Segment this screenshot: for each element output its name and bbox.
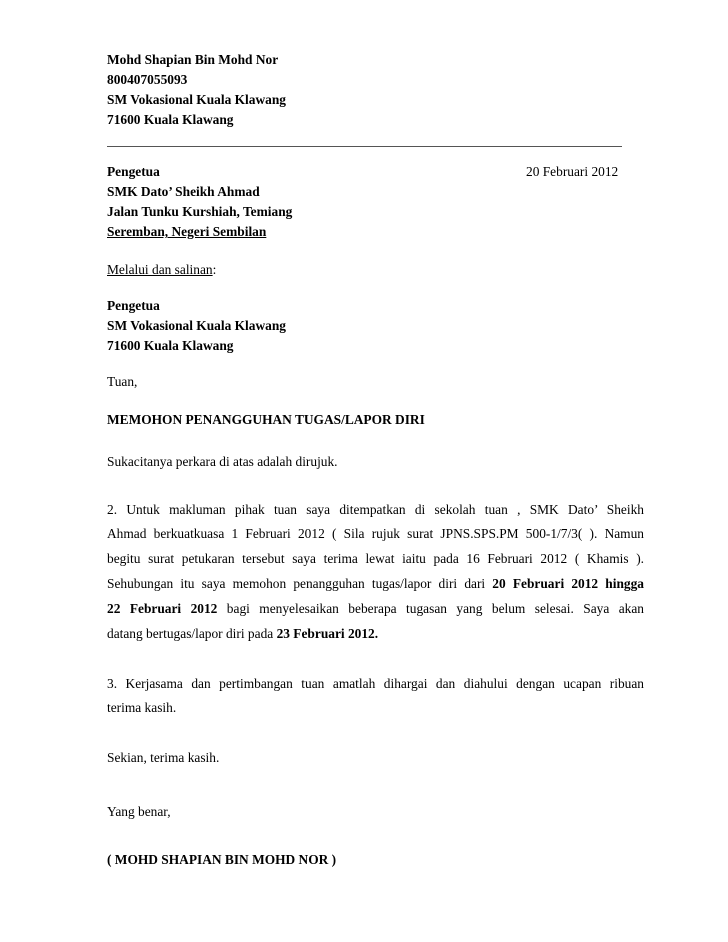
paragraph-2-line-5 [107, 601, 644, 617]
sender-school: SM Vokasional Kuala Klawang [107, 92, 286, 107]
salutation: Tuan, [107, 374, 138, 389]
paragraph-2-line-4 [107, 576, 644, 592]
via-school: SM Vokasional Kuala Klawang [107, 318, 286, 333]
recipient-school: SMK Dato’ Sheikh Ahmad [107, 184, 260, 199]
recipient-city: Seremban, Negeri Sembilan [107, 224, 267, 239]
paragraph-2-line-6-bold: 23 Februari 2012. [276, 626, 379, 641]
paragraph-2-line-3: begitu surat petukaran tersebut saya terima lewat iaitu pada 16 Februari 2012 ( Khamis ). [107, 551, 644, 566]
paragraph-2-line-6-text: datang bertugas/lapor diri pada [107, 626, 277, 641]
signature-name: ( MOHD SHAPIAN BIN MOHD NOR ) [107, 852, 337, 867]
sender-address: 71600 Kuala Klawang [107, 112, 234, 127]
letter-date: 20 Februari 2012 [526, 164, 619, 179]
paragraph-3-line-2: terima kasih. [107, 700, 177, 715]
via-label-text: Melalui dan salinan [107, 262, 213, 277]
recipient-street: Jalan Tunku Kurshiah, Temiang [107, 204, 293, 219]
paragraph-2-line-4-text: Sehubungan itu saya memohon penangguhan tugas/lapor diri dari [107, 576, 493, 591]
via-address: 71600 Kuala Klawang [107, 338, 234, 353]
closing-text: Sekian, terima kasih. [107, 750, 220, 765]
via-colon: : [212, 262, 217, 277]
via-label [107, 262, 216, 278]
paragraph-2-line-4-bold: 20 Februari 2012 hingga [492, 576, 644, 591]
paragraph-3-line-1: 3. Kerjasama dan pertimbangan tuan amatlah dihargai dan diahului dengan ucapan ribuan [107, 676, 644, 691]
paragraph-2-line-5-bold: 22 Februari 2012 [107, 601, 218, 616]
paragraph-2-line-5-text: bagi menyelesaikan beberapa tugasan yang belum selesai. Saya akan [217, 601, 644, 616]
subject-line: MEMOHON PENANGGUHAN TUGAS/LAPOR DIRI [107, 412, 425, 427]
paragraph-2-line-1: 2. Untuk makluman pihak tuan saya ditempatkan di sekolah tuan , SMK Dato’ Sheikh [107, 502, 644, 517]
paragraph-2-line-2: Ahmad berkuatkuasa 1 Februari 2012 ( Sila rujuk surat JPNS.SPS.PM 500-1/7/3( ). Namun [107, 526, 644, 541]
sign-off: Yang benar, [107, 804, 171, 819]
paragraph-2-line-6 [107, 626, 644, 642]
paragraph-1: Sukacitanya perkara di atas adalah dirujuk. [107, 454, 338, 469]
via-title: Pengetua [107, 298, 160, 313]
sender-name: Mohd Shapian Bin Mohd Nor [107, 52, 279, 67]
sender-ic: 800407055093 [107, 72, 188, 87]
header-divider [107, 146, 622, 147]
recipient-title: Pengetua [107, 164, 160, 179]
